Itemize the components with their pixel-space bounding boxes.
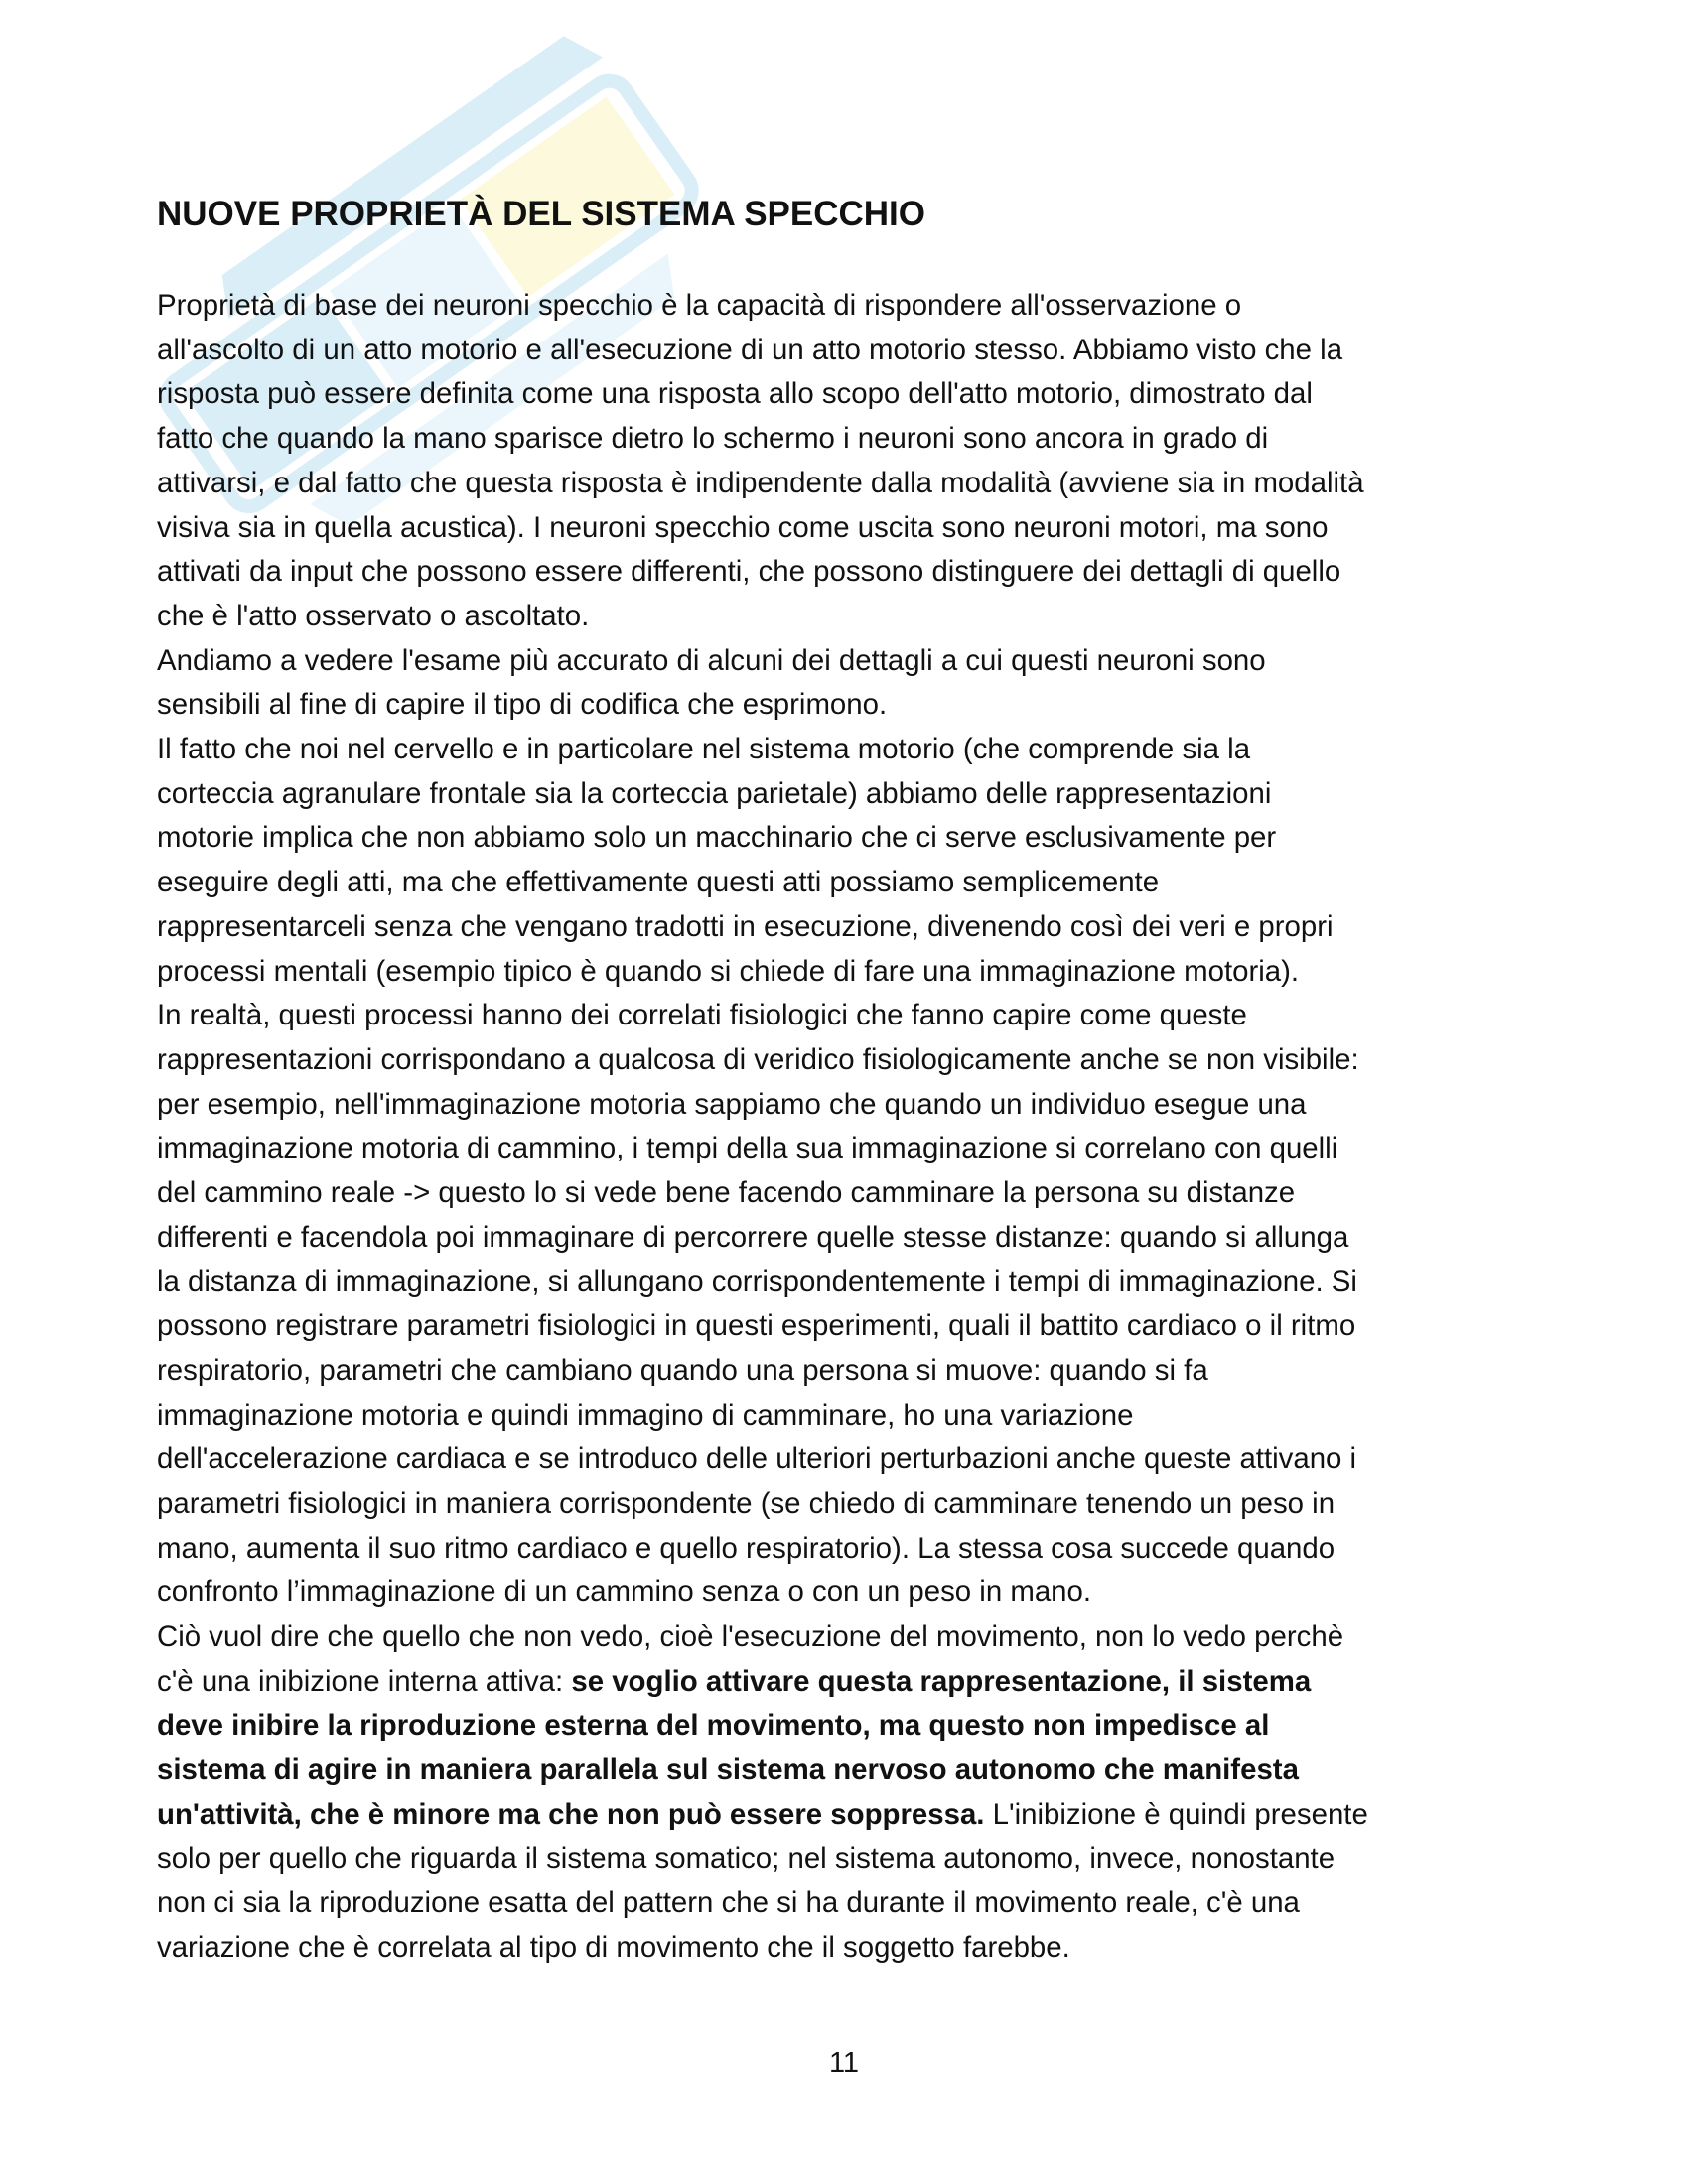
- text-line: mano, aumenta il suo ritmo cardiaco e quello respiratorio). La stessa cosa succede quando: [157, 1531, 1336, 1565]
- text-line: immaginazione motoria e quindi immagino di camminare, ho una variazione: [157, 1398, 1134, 1432]
- text-line: un'attività, che è minore ma che non può essere soppressa. L'inibizione è quindi presente: [157, 1797, 1368, 1831]
- text-line: variazione che è correlata al tipo di movimento che il soggetto farebbe.: [157, 1931, 1070, 1965]
- text-line: [157, 1705, 1547, 1749]
- text-line: corteccia agranulare frontale sia la corteccia parietale) abbiamo delle rappresentazioni: [157, 776, 1272, 810]
- text-line: all'ascolto di un atto motorio e all'esecuzione di un atto motorio stesso. Abbiamo visto che la: [157, 333, 1343, 366]
- text-line: rappresentazioni corrispondano a qualcosa di veridico fisiologicamente anche se non visibile:: [157, 1042, 1359, 1076]
- text-line: Proprietà di base dei neuroni specchio è la capacità di rispondere all'osservazione o: [157, 289, 1242, 322]
- text-line: c'è una inibizione interna attiva: se voglio attivare questa rappresentazione, il sistema: [157, 1664, 1312, 1698]
- page-number: 11: [828, 2047, 860, 2079]
- text-line: che è l'atto osservato o ascoltato.: [157, 599, 590, 632]
- text-line: immaginazione motoria di cammino, i tempi della sua immaginazione si correlano con quelli: [157, 1132, 1338, 1165]
- text-line: del cammino reale -> questo lo si vede bene facendo camminare la persona su distanze: [157, 1176, 1296, 1210]
- text-line: differenti e facendola poi immaginare di percorrere quelle stesse distanze: quando si allunga: [157, 1220, 1349, 1254]
- text-line: Andiamo a vedere l'esame più accurato di alcuni dei dettagli a cui questi neuroni sono: [157, 643, 1266, 677]
- text-line: possono registrare parametri fisiologici in questi esperimenti, quali il battito cardiaco o il ritmo: [157, 1309, 1356, 1343]
- text-line: visiva sia in quella acustica). I neuroni specchio come uscita sono neuroni motori, ma sono: [157, 510, 1329, 544]
- text-line: sensibili al fine di capire il tipo di codifica che esprimono.: [157, 688, 888, 722]
- body-text: [157, 284, 1547, 1971]
- bold-text: sistema di agire in maniera parallela sul sistema nervoso autonomo che manifesta: [157, 1753, 1299, 1787]
- text-line: attivarsi, e dal fatto che questa risposta è indipendente dalla modalità (avviene sia in modalità: [157, 466, 1364, 499]
- text-line: confronto l’immaginazione di un cammino senza o con un peso in mano.: [157, 1575, 1092, 1609]
- text-line: respiratorio, parametri che cambiano quando una persona si muove: quando si fa: [157, 1353, 1208, 1387]
- text-line: per esempio, nell'immaginazione motoria sappiamo che quando un individuo esegue una: [157, 1087, 1307, 1121]
- bold-text: deve inibire la riproduzione esterna del movimento, ma questo non impedisce al: [157, 1708, 1270, 1742]
- text-line: risposta può essere definita come una risposta allo scopo dell'atto motorio, dimostrato dal: [157, 377, 1313, 411]
- page-title: NUOVE PROPRIETÀ DEL SISTEMA SPECCHIO: [157, 195, 925, 233]
- text-line: [157, 1748, 1547, 1793]
- text-line: non ci sia la riproduzione esatta del pattern che si ha durante il movimento reale, c'è una: [157, 1886, 1300, 1920]
- text-line: parametri fisiologici in maniera corrispondente (se chiedo di camminare tenendo un peso in: [157, 1486, 1336, 1520]
- text-line: motorie implica che non abbiamo solo un macchinario che ci serve esclusivamente per: [157, 821, 1277, 855]
- text-line: solo per quello che riguarda il sistema somatico; nel sistema autonomo, invece, nonostante: [157, 1842, 1336, 1875]
- bold-text: un'attività, che è minore ma che non può essere soppressa.: [157, 1797, 985, 1831]
- bold-text: se voglio attivare questa rappresentazione, il sistema: [571, 1664, 1312, 1698]
- text-line: Il fatto che noi nel cervello e in particolare nel sistema motorio (che comprende sia la: [157, 733, 1251, 766]
- text-line: attivati da input che possono essere differenti, che possono distinguere dei dettagli di quello: [157, 555, 1341, 589]
- text-line: fatto che quando la mano sparisce dietro lo schermo i neuroni sono ancora in grado di: [157, 422, 1269, 456]
- text-line: In realtà, questi processi hanno dei correlati fisiologici che fanno capire come queste: [157, 999, 1247, 1032]
- text-line: processi mentali (esempio tipico è quando si chiede di fare una immaginazione motoria).: [157, 954, 1300, 988]
- text-line: rappresentarceli senza che vengano tradotti in esecuzione, divenendo così dei veri e propri: [157, 909, 1334, 943]
- text-line: Ciò vuol dire che quello che non vedo, cioè l'esecuzione del movimento, non lo vedo perchè: [157, 1620, 1344, 1654]
- text-line: dell'accelerazione cardiaca e se introduco delle ulteriori perturbazioni anche queste attivano i: [157, 1442, 1357, 1476]
- text-line: la distanza di immaginazione, si allungano corrispondentemente i tempi di immaginazione. Si: [157, 1265, 1357, 1298]
- text-line: eseguire degli atti, ma che effettivamente questi atti possiamo semplicemente: [157, 866, 1160, 899]
